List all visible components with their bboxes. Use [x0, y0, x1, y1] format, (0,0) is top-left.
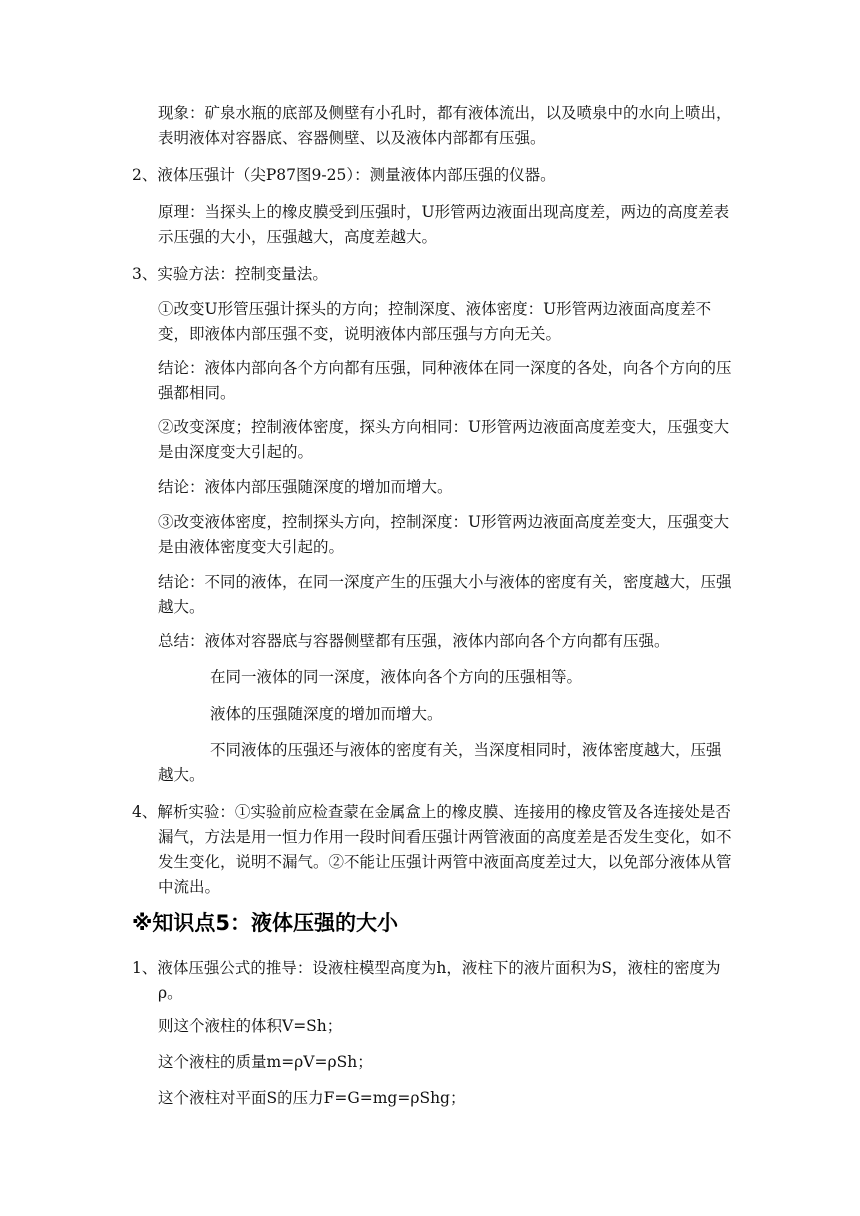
paragraph-force: 这个液柱对平面S的压力F=G=mg=ρShg； — [158, 1089, 466, 1107]
paragraph-phenomenon: 现象：矿泉水瓶的底部及侧壁有小孔时，都有液体流出，以及喷泉中的水向上喷出，表明液体对容器底、容器侧壁、以及液体内部都有压强。 — [158, 104, 732, 147]
paragraph-step-3: ③改变液体密度，控制探头方向，控制深度：U形管两边液面高度差变大，压强变大是由液体密度变大引起的。 — [158, 513, 730, 556]
paragraph-conclusion-1: 结论：液体内部向各个方向都有压强，同种液体在同一深度的各处，向各个方向的压强都相同。 — [158, 359, 732, 402]
paragraph-step-2: ②改变深度；控制液体密度，探头方向相同：U形管两边液面高度差变大，压强变大是由深度变大引起的。 — [158, 418, 730, 461]
paragraph-volume: 则这个液柱的体积V=Sh； — [158, 1017, 343, 1035]
paragraph-step-1: ①改变U形管压强计探头的方向；控制深度、液体密度：U形管两边液面高度差不变，即液体内部压强不变，说明液体内部压强与方向无关。 — [158, 300, 712, 343]
paragraph-conclusion-3: 结论：不同的液体，在同一深度产生的压强大小与液体的密度有关，密度越大，压强越大。 — [158, 573, 732, 616]
paragraph-mass: 这个液柱的质量m=ρV=ρSh； — [158, 1053, 373, 1071]
paragraph-summary: 总结：液体对容器底与容器侧壁都有压强，液体内部向各个方向都有压强。 — [158, 632, 670, 650]
section-heading: ※知识点5：液体压强的大小 — [132, 911, 399, 935]
paragraph-principle: 原理：当探头上的橡皮膜受到压强时，U形管两边液面出现高度差，两边的高度差表示压强的大小，压强越大，高度差越大。 — [158, 203, 730, 246]
paragraph-item-4: 4、解析实验：①实验前应检查蒙在金属盒上的橡皮膜、连接用的橡皮管及各连接处是否漏气，方法是用一恒力作用一段时间看压强计两管液面的高度差是否发生变化，如不发生变化，说明不漏气。②不能让压强计两管中液面高度差过大，以免部分液体从管中流出。 — [132, 803, 732, 896]
paragraph-item-3: 3、实验方法：控制变量法。 — [132, 265, 328, 283]
paragraph-item-2: 2、液体压强计（尖P87图9-25）：测量液体内部压强的仪器。 — [132, 166, 556, 184]
paragraph-summary-point-3: 不同液体的压强还与液体的密度有关，当深度相同时，液体密度越大，压强越大。 — [158, 741, 722, 784]
paragraph-conclusion-2: 结论：液体内部压强随深度的增加而增大。 — [158, 478, 453, 496]
paragraph-summary-point-2: 液体的压强随深度的增加而增大。 — [210, 705, 443, 723]
paragraph-summary-point-1: 在同一液体的同一深度，液体向各个方向的压强相等。 — [210, 668, 583, 686]
paragraph-formula-intro: 1、液体压强公式的推导：设液柱模型高度为h，液柱下的液片面积为S，液柱的密度为ρ。 — [132, 959, 721, 1002]
